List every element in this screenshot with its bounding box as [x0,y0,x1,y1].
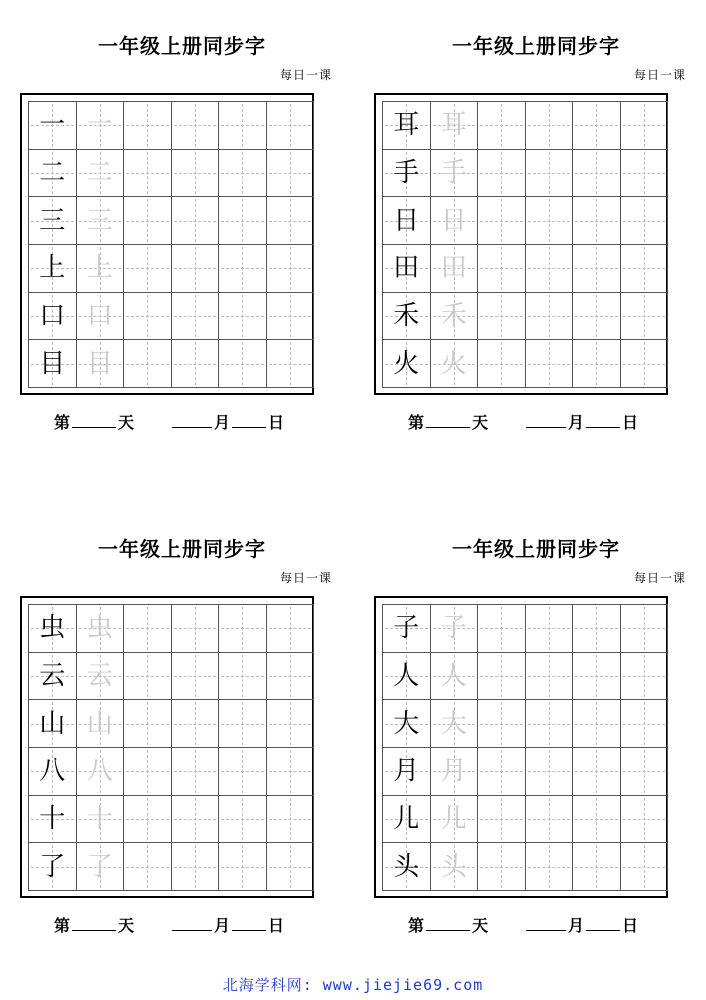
grid-cell [621,197,669,245]
panel-title: 一年级上册同步字 [98,537,266,561]
grid-cell [77,293,125,341]
month-blank [526,914,566,931]
trace-character: 十 [86,803,113,834]
grid-cell [29,700,77,748]
grid-cell [219,293,267,341]
grid-cell [29,150,77,198]
grid-cell [29,293,77,341]
trace-character: 耳 [440,110,467,141]
trace-character: 八 [86,756,113,787]
model-character: 八 [39,756,66,787]
model-character: 日 [393,205,420,236]
grid-cell [478,748,526,796]
panel-title: 一年级上册同步字 [98,34,266,58]
grid-cell [267,150,315,198]
grid-cell [267,340,315,388]
grid-cell [77,653,125,701]
grid-cell [478,197,526,245]
day-blank [426,411,470,428]
month-blank [172,411,212,428]
grid-cell [219,150,267,198]
grid-cell [478,796,526,844]
grid-cell [526,700,574,748]
trace-character: 二 [86,157,113,188]
date-line [408,913,638,936]
grid-cell [77,102,125,150]
grid-cell [124,700,172,748]
grid-cell [383,605,431,653]
grid-cell [77,796,125,844]
model-character: 口 [39,300,66,331]
grid-cell [621,340,669,388]
grid-cell [573,748,621,796]
grid-cell [526,150,574,198]
trace-character: 田 [440,253,467,284]
grid-cell [526,293,574,341]
grid-cell [573,102,621,150]
grid-cell [383,796,431,844]
grid-cell [29,843,77,891]
date-blank [586,914,620,931]
grid-cell [172,843,220,891]
grid-cell [219,796,267,844]
grid-cell [124,843,172,891]
date-blank [586,411,620,428]
grid-cell [29,197,77,245]
grid-cell [526,197,574,245]
model-character: 目 [39,348,66,379]
grid-cell [526,340,574,388]
grid-cell [526,245,574,293]
grid-cell [478,653,526,701]
grid-cell [172,748,220,796]
grid-cell [77,700,125,748]
panel-subtitle: 每日一课 [633,68,686,82]
grid-cell [124,197,172,245]
date-line [54,410,284,433]
grid-cell [478,150,526,198]
grid-cell [478,605,526,653]
grid-cell [573,843,621,891]
trace-character: 人 [440,660,467,691]
grid-cell [526,796,574,844]
grid-cell [219,843,267,891]
grid-cell [267,293,315,341]
grid-cell [124,653,172,701]
grid-cell [124,748,172,796]
day-suffix: 天 [118,916,135,935]
grid-cell [219,700,267,748]
grid-cell [29,653,77,701]
writing-grid [28,604,314,891]
date-label: 日 [268,413,285,432]
model-character: 云 [39,660,66,691]
grid-cell [172,340,220,388]
grid-cell [124,340,172,388]
model-character: 耳 [393,110,420,141]
writing-grid-frame [374,93,668,395]
date-blank [232,411,266,428]
grid-cell [172,700,220,748]
grid-cell [431,102,479,150]
model-character: 虫 [39,613,66,644]
grid-cell [219,748,267,796]
model-character: 一 [39,110,66,141]
month-label: 月 [214,413,231,432]
grid-cell [124,150,172,198]
model-character: 二 [39,157,66,188]
grid-cell [172,653,220,701]
writing-grid [382,604,668,891]
month-label: 月 [214,916,231,935]
grid-cell [478,102,526,150]
grid-cell [219,197,267,245]
grid-cell [573,605,621,653]
grid-cell [383,653,431,701]
panel-title: 一年级上册同步字 [452,34,620,58]
grid-cell [621,102,669,150]
panel-title: 一年级上册同步字 [452,537,620,561]
trace-character: 日 [440,205,467,236]
grid-cell [573,293,621,341]
grid-cell [383,843,431,891]
grid-cell [431,150,479,198]
model-character: 了 [39,851,66,882]
grid-cell [267,245,315,293]
month-blank [172,914,212,931]
model-character: 禾 [393,300,420,331]
grid-cell [77,340,125,388]
grid-cell [172,293,220,341]
grid-cell [267,796,315,844]
grid-cell [621,245,669,293]
model-character: 十 [39,803,66,834]
grid-cell [526,605,574,653]
grid-cell [29,102,77,150]
grid-cell [124,245,172,293]
trace-character: 山 [86,708,113,739]
grid-cell [526,102,574,150]
day-suffix: 天 [118,413,135,432]
grid-cell [77,245,125,293]
grid-cell [77,197,125,245]
grid-cell [77,748,125,796]
grid-cell [621,293,669,341]
panel-subtitle: 每日一课 [279,571,332,585]
day-prefix: 第 [54,413,71,432]
grid-cell [573,700,621,748]
day-blank [72,411,116,428]
grid-cell [219,605,267,653]
grid-cell [219,653,267,701]
panel-subtitle: 每日一课 [279,68,332,82]
trace-character: 一 [86,110,113,141]
date-line [408,410,638,433]
model-character: 三 [39,205,66,236]
model-character: 田 [393,253,420,284]
grid-cell [29,245,77,293]
grid-cell [29,605,77,653]
site-footer: 北海学科网: www.jiejie69.com [222,976,484,994]
month-label: 月 [568,413,585,432]
grid-cell [29,748,77,796]
trace-character: 儿 [440,803,467,834]
writing-grid [28,101,314,388]
grid-cell [383,748,431,796]
trace-character: 子 [440,613,467,644]
grid-cell [621,748,669,796]
grid-cell [77,605,125,653]
grid-cell [431,197,479,245]
grid-cell [431,605,479,653]
trace-character: 火 [440,348,467,379]
trace-character: 禾 [440,300,467,331]
model-character: 山 [39,708,66,739]
grid-cell [219,102,267,150]
grid-cell [573,653,621,701]
grid-cell [431,748,479,796]
grid-cell [573,245,621,293]
grid-cell [478,293,526,341]
grid-cell [573,796,621,844]
model-character: 月 [393,756,420,787]
grid-cell [383,245,431,293]
grid-cell [267,653,315,701]
day-blank [426,914,470,931]
grid-cell [431,796,479,844]
month-blank [526,411,566,428]
grid-cell [383,340,431,388]
grid-cell [219,245,267,293]
date-label: 日 [622,413,639,432]
trace-character: 云 [86,660,113,691]
grid-cell [431,340,479,388]
grid-cell [172,197,220,245]
grid-cell [267,843,315,891]
grid-cell [478,700,526,748]
trace-character: 了 [86,851,113,882]
grid-cell [124,102,172,150]
trace-character: 上 [86,253,113,284]
day-prefix: 第 [408,916,425,935]
grid-cell [172,796,220,844]
model-character: 手 [393,157,420,188]
model-character: 大 [393,708,420,739]
grid-cell [172,605,220,653]
day-suffix: 天 [472,916,489,935]
date-blank [232,914,266,931]
grid-cell [573,340,621,388]
grid-cell [77,150,125,198]
grid-cell [621,700,669,748]
grid-cell [383,102,431,150]
trace-character: 口 [86,300,113,331]
grid-cell [77,843,125,891]
grid-cell [267,700,315,748]
writing-grid-frame [20,596,314,898]
grid-cell [172,150,220,198]
grid-cell [383,293,431,341]
day-blank [72,914,116,931]
trace-character: 目 [86,348,113,379]
writing-grid-frame [20,93,314,395]
grid-cell [124,796,172,844]
grid-cell [383,700,431,748]
model-character: 子 [393,613,420,644]
grid-cell [478,843,526,891]
model-character: 人 [393,660,420,691]
grid-cell [267,102,315,150]
grid-cell [431,700,479,748]
grid-cell [621,605,669,653]
model-character: 上 [39,253,66,284]
grid-cell [267,748,315,796]
grid-cell [431,245,479,293]
grid-cell [431,843,479,891]
grid-cell [431,293,479,341]
trace-character: 虫 [86,613,113,644]
model-character: 头 [393,851,420,882]
grid-cell [219,340,267,388]
grid-cell [526,653,574,701]
writing-grid [382,101,668,388]
grid-cell [573,150,621,198]
panel-subtitle: 每日一课 [633,571,686,585]
grid-cell [172,102,220,150]
model-character: 火 [393,348,420,379]
grid-cell [526,748,574,796]
grid-cell [383,197,431,245]
grid-cell [29,340,77,388]
grid-cell [621,150,669,198]
grid-cell [573,197,621,245]
grid-cell [621,653,669,701]
grid-cell [526,843,574,891]
date-line [54,913,284,936]
day-prefix: 第 [408,413,425,432]
grid-cell [383,150,431,198]
model-character: 儿 [393,803,420,834]
writing-grid-frame [374,596,668,898]
date-label: 日 [268,916,285,935]
trace-character: 月 [440,756,467,787]
grid-cell [431,653,479,701]
grid-cell [267,197,315,245]
grid-cell [124,293,172,341]
grid-cell [172,245,220,293]
month-label: 月 [568,916,585,935]
day-prefix: 第 [54,916,71,935]
trace-character: 三 [86,205,113,236]
grid-cell [478,340,526,388]
grid-cell [478,245,526,293]
grid-cell [621,843,669,891]
trace-character: 头 [440,851,467,882]
trace-character: 大 [440,708,467,739]
grid-cell [29,796,77,844]
day-suffix: 天 [472,413,489,432]
grid-cell [621,796,669,844]
trace-character: 手 [440,157,467,188]
date-label: 日 [622,916,639,935]
grid-cell [124,605,172,653]
grid-cell [267,605,315,653]
